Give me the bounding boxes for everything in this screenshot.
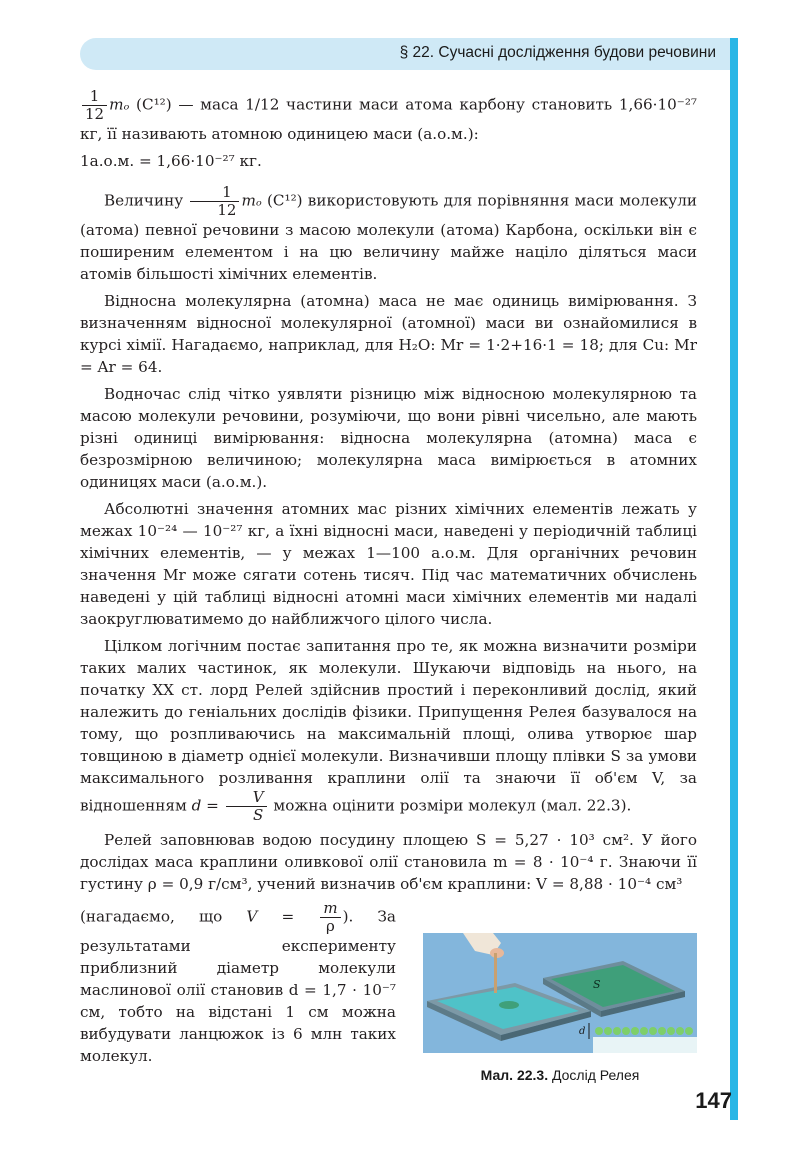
- figure-title: Дослід Релея: [551, 1067, 640, 1083]
- paragraph-2: Величину $\frac{1}{12}$ mₒ (C¹²) використовують для порівняння маси молекули (атома) певної речовини з масою молекули (атома) Карбона, оскільки він є поширеним елементом і на цю величину майже націло діляться маси атомів більшості хімічних елементів.: [80, 183, 698, 283]
- paragraph-4: Водночас слід чітко уявляти різницю між відносною молекулярною та масою молекули речовини, розуміючи, що вони рівні чисельно, але мають різні одиниці вимірювання: відносна молекулярна (атомна) маса є безрозмірною величиною; молекулярна маса вимірюється в атомних одиницях маси (а.о.м.).: [80, 385, 697, 491]
- d-label: d: [579, 1026, 586, 1037]
- page-number: 147: [695, 1088, 732, 1113]
- paragraph-6: Цілком логічним постає запитання про те, як можна визначити розміри таких малих частинок, як молекули. Шукаючи відповідь на нього, на початку XX ст. лорд Релей здійснив простий і переконливий дослід, який належить до геніальних дослідів фізики. Припущення Релея базувалося на тому, що розпливаючись на максимальній площі, олива утворює шар товщиною в діаметр однієї молекули. Визначивши площу плівки S за умови максимального розливання краплини олії та знаючи її об'єм V, за відношенням d = $\frac{V}{S}$ можна оцінити розміри молекул (мал. 22.3).: [80, 637, 697, 824]
- paragraph-7: Релей заповнював водою посудину площею S = 5,27 · 10³ см². У його дослідах маса краплини оливкової олії становила m = 8 · 10⁻⁴ г. Знаючи її густину ρ = 0,9 г/см³, учений визначив об'єм краплини: V = 8,88 · 10⁻⁴ см³: [80, 831, 697, 893]
- page-header-title: § 22. Сучасні дослідження будови речовини: [399, 44, 716, 61]
- paragraph-1-equation: 1а.о.м. = 1,66·10⁻²⁷ кг.: [80, 152, 262, 170]
- paragraph-3: Відносна молекулярна (атомна) маса не має одиниць вимірювання. З визначенням відносної молекулярної (атомної) маси ви ознайомилися в курсі хімії. Нагадаємо, наприклад, для H₂O: Mr = 1·2+16·1 = 18; для Cu: Mr = Ar = 64.: [80, 292, 697, 376]
- s-label: S: [593, 978, 601, 991]
- fraction-1-12-b: $\frac{1}{12}$: [190, 184, 239, 219]
- body-text: [80, 88, 697, 1072]
- paragraph-5: Абсолютні значення атомних мас різних хімічних елементів лежать у межах 10⁻²⁴ — 10⁻²⁷ кг, а їхні відносні маси, наведені у періодичній таблиці хімічних елементів, — у межах 1—100 а.о.м. Для органічних речовин значення Mr може сягати сотень тисяч. Під час математичних обчислень наведені у цій таблиці відносні атомні маси хімічних елементів ми надалі заокруглюватимемо до найближчого цілого числа.: [80, 500, 697, 628]
- paragraph-8: (нагадаємо, що V = $\frac{m}{\rho}$ ). За результатами експерименту приблизний діаметр молекули маслинової олії становив d = 1,7 · 10⁻⁷ см, тобто на відстані 1 см можна вибудувати ланцюжок із 6 млн таких молекул.: [80, 899, 396, 1065]
- fraction-1-12: $\frac{1}{12}$: [82, 88, 107, 123]
- rayleigh-experiment-illustration: [423, 933, 697, 1053]
- header-bar: [80, 38, 730, 70]
- fraction-m-rho: $\frac{m}{\rho}$: [320, 900, 340, 935]
- fraction-v-s: $\frac{V}{S}$: [226, 789, 267, 824]
- figure-label: Мал. 22.3.: [480, 1067, 549, 1083]
- paragraph-1: $\frac{1}{12}$ mₒ (C¹²) — маса 1/12 частини маси атома карбону становить 1,66·10⁻²⁷ кг, її називають атомною одиницею маси (а.о.м.):: [80, 87, 698, 143]
- side-stripe: [730, 38, 738, 1120]
- figure-caption: [423, 1067, 697, 1083]
